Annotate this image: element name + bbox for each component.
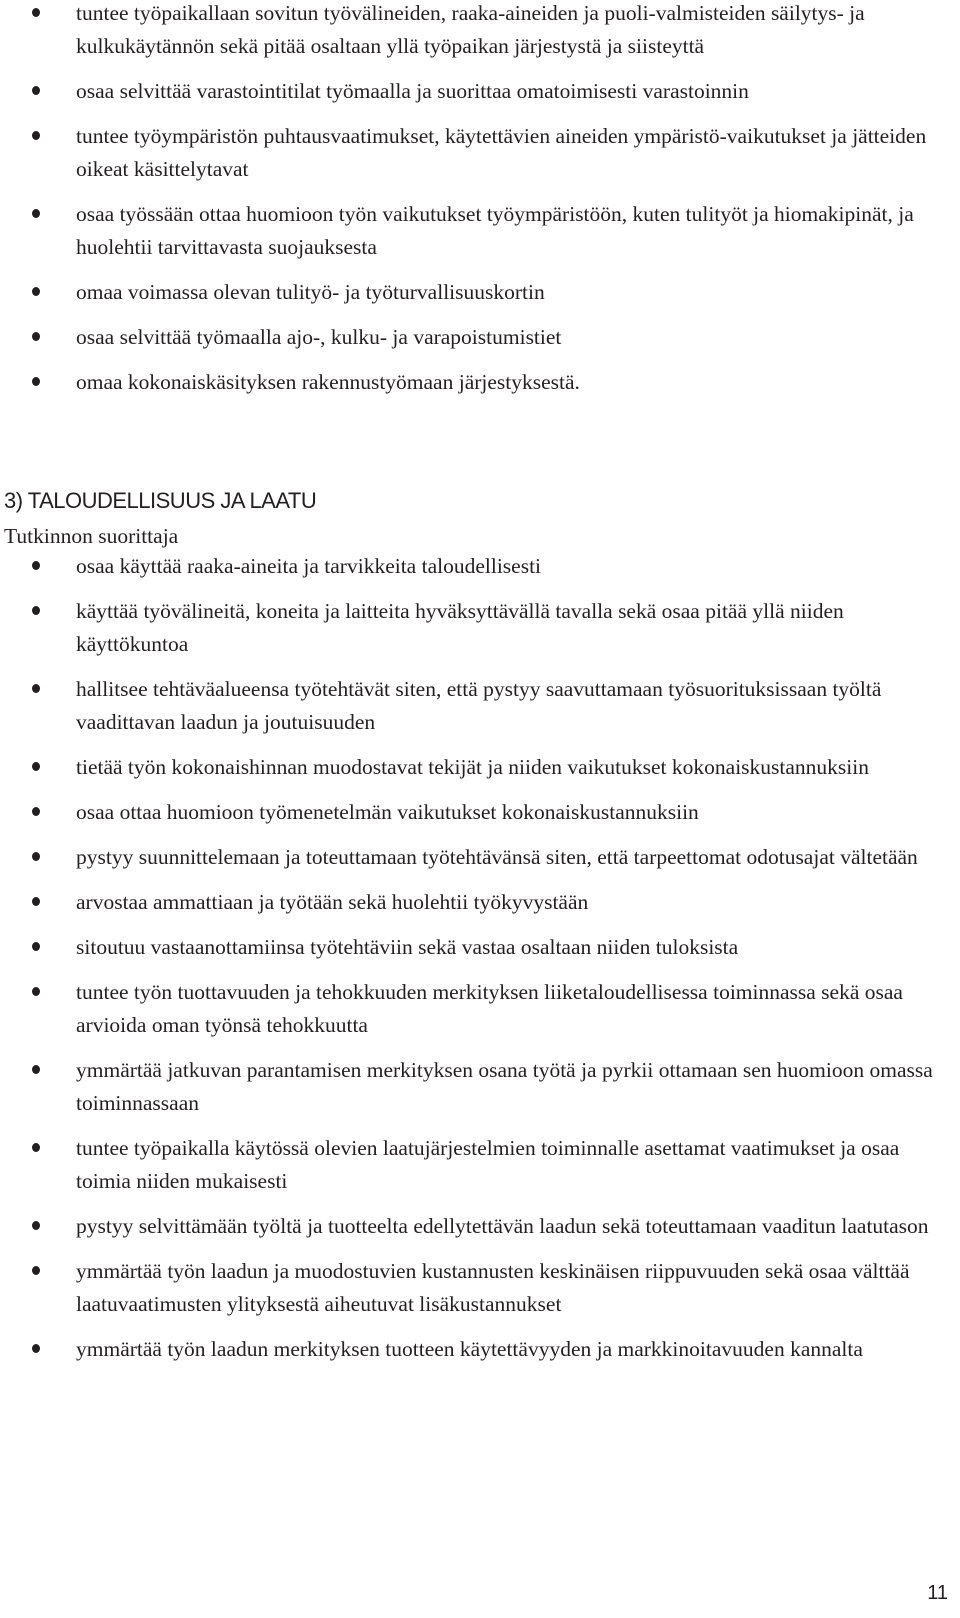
list-item bbox=[0, 321, 946, 354]
list-item-text: tietää työn kokonaishinnan muodostavat tekijät ja niiden vaikutukset kokonaiskustannuksiin bbox=[76, 755, 869, 779]
criteria-list-environment bbox=[0, 0, 946, 411]
list-item-text: tuntee työn tuottavuuden ja tehokkuuden merkityksen liiketaloudellisessa toiminnassa sekä osaa arvioida oman työnsä tehokkuutta bbox=[76, 980, 903, 1037]
list-item bbox=[0, 841, 946, 874]
bullet-icon bbox=[32, 762, 40, 771]
list-item bbox=[0, 1210, 946, 1243]
list-item-text: osaa käyttää raaka-aineita ja tarvikkeita taloudellisesti bbox=[76, 554, 542, 578]
bullet-icon bbox=[32, 852, 40, 861]
list-item bbox=[0, 595, 946, 661]
bullet-icon bbox=[32, 377, 40, 386]
list-item-text: hallitsee tehtäväalueensa työtehtävät siten, että pystyy saavuttamaan työsuorituksissaan työltä vaadittavan laadun ja joutuisuuden bbox=[76, 677, 882, 734]
list-item-text: osaa ottaa huomioon työmenetelmän vaikutukset kokonaiskustannuksiin bbox=[76, 800, 699, 824]
list-item bbox=[0, 1333, 946, 1366]
bullet-icon bbox=[32, 987, 40, 996]
bullet-icon bbox=[32, 561, 40, 570]
list-item-text: tuntee työympäristön puhtausvaatimukset, käytettävien aineiden ympäristö-vaikutukset ja jätteiden oikeat käsittelytavat bbox=[76, 124, 927, 181]
list-item-text: arvostaa ammattiaan ja työtään sekä huolehtii työkyvystään bbox=[76, 890, 589, 914]
list-item-text: tuntee työpaikalla käytössä olevien laatujärjestelmien toiminnalle asettamat vaatimukset ja osaa toimia niiden mukaisesti bbox=[76, 1136, 900, 1193]
list-item-text: pystyy suunnittelemaan ja toteuttamaan työtehtävänsä siten, että tarpeettomat odotusajat vältetään bbox=[76, 845, 918, 869]
page-number: 11 bbox=[927, 1582, 948, 1604]
list-item-text: tuntee työpaikallaan sovitun työvälineiden, raaka-aineiden ja puoli-valmisteiden säilytys- ja kulkukäytännön sekä pitää osaltaan yllä työpaikan järjestystä ja siisteyttä bbox=[76, 1, 865, 58]
list-item bbox=[0, 931, 946, 964]
list-item bbox=[0, 276, 946, 309]
list-item-text: omaa voimassa olevan tulityö- ja työturvallisuuskortin bbox=[76, 280, 545, 304]
list-item bbox=[0, 1132, 946, 1198]
list-item-text: käyttää työvälineitä, koneita ja laitteita hyväksyttävällä tavalla sekä osaa pitää yllä niiden käyttökuntoa bbox=[76, 599, 844, 656]
bullet-icon bbox=[32, 942, 40, 951]
list-item bbox=[0, 1054, 946, 1120]
bullet-icon bbox=[32, 606, 40, 615]
list-item bbox=[0, 75, 946, 108]
criteria-list-economy-quality bbox=[0, 550, 946, 1378]
list-item bbox=[0, 366, 946, 399]
list-item bbox=[0, 796, 946, 829]
section-subheading: Tutkinnon suorittaja bbox=[4, 524, 179, 548]
list-item-text: osaa selvittää työmaalla ajo-, kulku- ja varapoistumistiet bbox=[76, 325, 562, 349]
list-item bbox=[0, 886, 946, 919]
list-item-text: ymmärtää työn laadun merkityksen tuotteen käytettävyyden ja markkinoitavuuden kannalta bbox=[76, 1337, 863, 1361]
bullet-icon bbox=[32, 209, 40, 218]
bullet-icon bbox=[32, 131, 40, 140]
list-item bbox=[0, 198, 946, 264]
bullet-icon bbox=[32, 287, 40, 296]
section-heading: 3) TALOUDELLISUUS JA LAATU bbox=[4, 488, 317, 513]
list-item-text: omaa kokonaiskäsityksen rakennustyömaan järjestyksestä. bbox=[76, 370, 580, 394]
list-item-text: osaa työssään ottaa huomioon työn vaikutukset työympäristöön, kuten tulityöt ja hiomakipinät, ja huolehtii tarvittavasta suojauksesta bbox=[76, 202, 914, 259]
list-item-text: ymmärtää jatkuvan parantamisen merkityksen osana työtä ja pyrkii ottamaan sen huomioon omassa toiminnassaan bbox=[76, 1058, 933, 1115]
list-item bbox=[0, 1255, 946, 1321]
bullet-icon bbox=[32, 1065, 40, 1074]
list-item bbox=[0, 673, 946, 739]
list-item bbox=[0, 0, 946, 63]
bullet-icon bbox=[32, 684, 40, 693]
list-item-text: osaa selvittää varastointitilat työmaalla ja suorittaa omatoimisesti varastoinnin bbox=[76, 79, 749, 103]
list-item bbox=[0, 550, 946, 583]
bullet-icon bbox=[32, 807, 40, 816]
bullet-icon bbox=[32, 1221, 40, 1230]
bullet-icon bbox=[32, 86, 40, 95]
bullet-icon bbox=[32, 1143, 40, 1152]
bullet-icon bbox=[32, 1344, 40, 1353]
list-item bbox=[0, 976, 946, 1042]
list-item bbox=[0, 751, 946, 784]
list-item-text: pystyy selvittämään työltä ja tuotteelta edellytettävän laadun sekä toteuttamaan vaaditun laatutason bbox=[76, 1214, 929, 1238]
bullet-icon bbox=[32, 8, 40, 17]
list-item bbox=[0, 120, 946, 186]
list-item-text: ymmärtää työn laadun ja muodostuvien kustannusten keskinäisen riippuvuuden sekä osaa välttää laatuvaatimusten ylityksestä aiheutuvat lisäkustannukset bbox=[76, 1259, 910, 1316]
bullet-icon bbox=[32, 332, 40, 341]
bullet-icon bbox=[32, 897, 40, 906]
list-item-text: sitoutuu vastaanottamiinsa työtehtäviin sekä vastaa osaltaan niiden tuloksista bbox=[76, 935, 739, 959]
bullet-icon bbox=[32, 1266, 40, 1275]
